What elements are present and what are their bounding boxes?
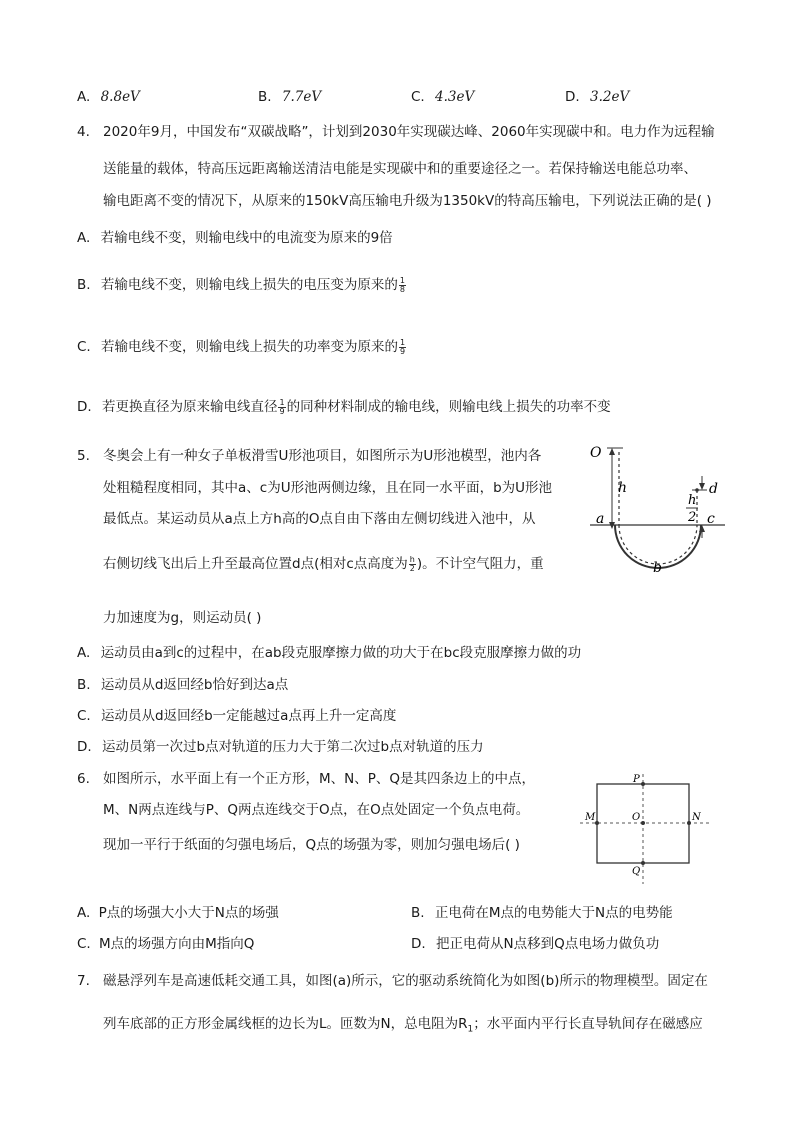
q3-option-d: D. 3.2eV xyxy=(565,89,630,105)
q7-stem-line2: 列车底部的正方形金属线框的边长为L。匝数为N，总电阻为$R_1$；水平面内平行长直导轨间存在磁感应 xyxy=(103,1016,703,1035)
label-d: d xyxy=(709,481,718,497)
q6-number: 6. xyxy=(77,771,90,787)
q4-stem-line3: 输电距离不变的情况下，从原来的150kV高压输电升级为1350kV的特高压输电，下列说法正确的是( ) xyxy=(103,193,712,209)
q5-stem-line4: 右侧切线飞出后上升至最高位置d点(相对c点高度为 $\frac{h}{2}$ )。不计空气阻力，重 xyxy=(103,554,544,573)
fraction: $\frac{1}{9}$ xyxy=(400,337,406,356)
q5-option-a: A. 运动员由a到c的过程中，在ab段克服摩擦力做的功大于在bc段克服摩擦力做的功 xyxy=(77,645,582,661)
q5-option-d: D. 运动员第一次过b点对轨道的压力大于第二次过b点对轨道的压力 xyxy=(77,739,484,755)
label-h2-den: 2 xyxy=(688,510,697,525)
q5-number: 5. xyxy=(77,448,90,464)
q5-stem-line2: 处粗糙程度相同，其中a、c为U形池两侧边缘，且在同一水平面，b为U形池 xyxy=(103,480,553,496)
label-a: a xyxy=(596,511,605,527)
u-pool-figure xyxy=(585,438,735,588)
q3-option-c: C. 4.3eV xyxy=(411,89,475,105)
fraction: $\frac{h}{2}$ xyxy=(409,554,415,573)
q6-option-c: C. M点的场强方向由M指向Q xyxy=(77,936,255,952)
q7-stem-line1: 磁悬浮列车是高速低耗交通工具，如图(a)所示，它的驱动系统简化为如图(b)所示的物理模型。固定在 xyxy=(103,973,708,989)
fraction: $\frac{1}{9}$ xyxy=(279,397,285,416)
label-M: M xyxy=(585,812,596,823)
q6-option-d: D. 把正电荷从N点移到Q点电场力做负功 xyxy=(411,936,660,952)
label-h: h xyxy=(618,480,628,496)
q4-option-d: D. 若更换直径为原来输电线直径 $\frac{1}{9}$ 的同种材料制成的输电线，则输电线上损失的功率不变 xyxy=(77,397,611,416)
label-c: c xyxy=(707,511,715,527)
label-b: b xyxy=(653,560,662,576)
q6-option-b: B. 正电荷在M点的电势能大于N点的电势能 xyxy=(411,905,673,921)
q7-number: 7. xyxy=(77,973,90,989)
q5-stem-line5: 力加速度为g，则运动员( ) xyxy=(103,610,262,626)
q4-option-a: A. 若输电线不变，则输电线中的电流变为原来的9倍 xyxy=(77,230,393,246)
q4-number: 4. xyxy=(77,124,90,140)
q6-stem-line1: 如图所示，水平面上有一个正方形，M、N、P、Q是其四条边上的中点， xyxy=(103,771,536,787)
q6-stem-line3: 现加一平行于纸面的匀强电场后，Q点的场强为零，则加匀强电场后( ) xyxy=(103,837,520,853)
label-N: N xyxy=(692,812,701,823)
q5-stem-line1: 冬奥会上有一种女子单板滑雪U形池项目，如图所示为U形池模型，池内各 xyxy=(103,448,542,464)
q3-option-b: B. 7.7eV xyxy=(258,89,322,105)
q4-stem-line1: 2020年9月，中国发布“双碳战略”，计划到2030年实现碳达峰、2060年实现碳中和。电力作为远程输 xyxy=(103,124,715,140)
q6-stem-line2: M、N两点连线与P、Q两点连线交于O点，在O点处固定一个负点电荷。 xyxy=(103,802,530,818)
q6-option-a: A. P点的场强大小大于N点的场强 xyxy=(77,905,279,921)
q3-option-a: A. 8.8eV xyxy=(77,89,140,105)
q4-stem-line2: 送能量的载体，特高压远距离输送清洁电能是实现碳中和的重要途径之一。若保持输送电能总功率、 xyxy=(103,161,697,177)
q4-option-c: C. 若输电线不变，则输电线上损失的功率变为原来的 $\frac{1}{9}$ xyxy=(77,337,406,356)
q5-option-b: B. 运动员从d返回经b恰好到达a点 xyxy=(77,677,289,693)
fraction: $\frac{1}{8}$ xyxy=(399,275,405,294)
label-Q: Q xyxy=(632,866,641,877)
q4-option-b: B. 若输电线不变，则输电线上损失的电压变为原来的 $\frac{1}{8}$ xyxy=(77,275,405,294)
label-h2-num: h xyxy=(688,493,697,508)
q5-stem-line3: 最低点。某运动员从a点上方h高的O点自由下落由左侧切线进入池中，从 xyxy=(103,511,536,527)
label-O: O xyxy=(590,445,602,461)
label-P: P xyxy=(633,774,640,785)
q5-option-c: C. 运动员从d返回经b一定能越过a点再上升一定高度 xyxy=(77,708,397,724)
square-figure xyxy=(570,770,730,890)
label-O: O xyxy=(632,812,641,823)
